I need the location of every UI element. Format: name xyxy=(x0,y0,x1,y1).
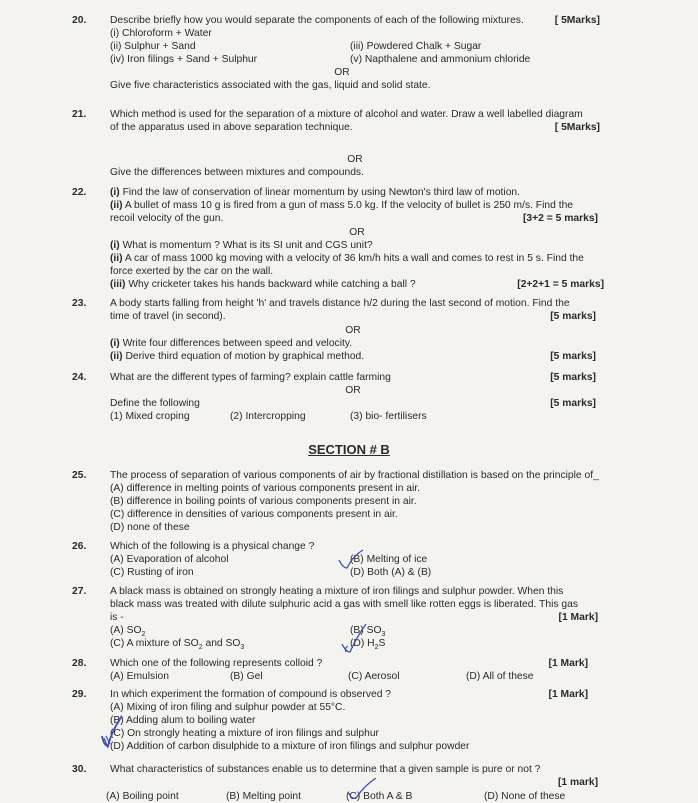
question-text: A black mass is obtained on strongly heating a mixture of iron filings and sulphur powder. When this xyxy=(110,586,564,597)
option-c: (C) A mixture of $SO_2$ and $SO_3$ xyxy=(110,638,245,652)
part-label: (ii) xyxy=(110,351,123,362)
option-b: (B) difference in boiling points of various components present in air. xyxy=(110,496,417,507)
question-number: 25. xyxy=(72,470,87,481)
question-text-cont: recoil velocity of the gun. xyxy=(110,213,224,224)
or-label: OR xyxy=(347,154,363,165)
marks-label: [1 Mark] xyxy=(548,689,588,700)
part-label: (ii) xyxy=(110,253,123,264)
question-text-cont: is - xyxy=(110,612,124,623)
part-label: (iii) xyxy=(110,279,126,290)
question-text: What is momentum ? What is its SI unit and CGS unit? xyxy=(119,240,373,251)
question-text: Derive third equation of motion by graphical method. xyxy=(122,351,365,362)
marks-label: [ 5Marks] xyxy=(554,122,600,133)
question-text: The process of separation of various components of air by fractional distillation is based on the principle of_ xyxy=(110,470,599,481)
option-c: (C) Both A & B xyxy=(346,791,413,802)
option-b: (B) Gel xyxy=(230,671,263,682)
option-c: (C) Rusting of iron xyxy=(110,567,194,578)
option-d: (D) $H_2S$ xyxy=(350,638,386,652)
question-text: Write four differences between speed and velocity. xyxy=(119,338,353,349)
or-label: OR xyxy=(345,325,361,336)
marks-label: [1 Mark] xyxy=(558,612,598,623)
option-b: (B) $SO_3$ xyxy=(350,625,386,639)
or-label: OR xyxy=(345,385,361,396)
alternate-question-text: Give the differences between mixtures and compounds. xyxy=(110,167,364,178)
option-a: (A) Emulsion xyxy=(110,671,169,682)
question-text: A car of mass 1000 kg moving with a velocity of 36 km/h hits a wall and comes to rest in 5 s. Find the xyxy=(122,253,584,264)
part-label: (i) xyxy=(110,338,120,349)
option-d: (D) All of these xyxy=(466,671,534,682)
part-label: (i) xyxy=(110,187,120,198)
question-number: 30. xyxy=(72,764,87,775)
marks-label: [1 Mark] xyxy=(548,658,588,669)
question-text-cont: black mass was treated with dilute sulphuric acid a gas with smell like rotten eggs is liberated. This gas xyxy=(110,599,578,610)
question-text: A body starts falling from height 'h' and travels distance h/2 during the last second of motion. Find the xyxy=(110,298,570,309)
question-number: 26. xyxy=(72,541,87,552)
option-c: (C) Aerosol xyxy=(348,671,400,682)
option-d: (D) None of these xyxy=(484,791,566,802)
option-b: (B) Melting of ice xyxy=(350,554,428,565)
marks-label: [5 marks] xyxy=(550,372,596,383)
option-a: (A) Mixing of iron filing and sulphur powder at 55°C. xyxy=(110,702,346,713)
option-c: (C) On strongly heating a mixture of iron filings and sulphur xyxy=(110,728,379,739)
option-a: (A) Boiling point xyxy=(106,791,179,802)
option-b: (B) Adding alum to boiling water xyxy=(110,715,256,726)
option-a: (A) $SO_2$ xyxy=(110,625,146,639)
option-d: (D) Both (A) & (B) xyxy=(350,567,432,578)
marks-label: [ 5Marks] xyxy=(554,15,600,26)
marks-label: [5 marks] xyxy=(550,398,596,409)
part-label: (ii) xyxy=(110,200,123,211)
option-1: (1) Mixed croping xyxy=(110,411,190,422)
question-text: Which one of the following represents colloid ? xyxy=(110,658,323,669)
marks-label: [1 mark] xyxy=(557,777,598,788)
option-iv: (iv) Iron filings + Sand + Sulphur xyxy=(110,54,258,65)
marks-label: [2+2+1 = 5 marks] xyxy=(517,279,604,290)
question-number: 24. xyxy=(72,372,87,383)
marks-label: [3+2 = 5 marks] xyxy=(523,213,598,224)
section-heading: SECTION # B xyxy=(308,442,390,457)
question-text: Find the law of conservation of linear momentum by using Newton's third law of motion. xyxy=(119,187,521,198)
option-iii: (iii) Powdered Chalk + Sugar xyxy=(350,41,482,52)
option-ii: (ii) Sulphur + Sand xyxy=(110,41,196,52)
or-label: OR xyxy=(349,227,365,238)
question-text-cont: time of travel (in second). xyxy=(110,311,226,322)
question-text: In which experiment the formation of compound is observed ? xyxy=(110,689,392,700)
question-text: Which method is used for the separation of a mixture of alcohol and water. Draw a well labelled diagram xyxy=(110,109,583,120)
question-number: 23. xyxy=(72,298,87,309)
option-c: (C) difference in densities of various components present in air. xyxy=(110,509,398,520)
question-number: 21. xyxy=(72,109,87,120)
question-text: A bullet of mass 10 g is fired from a gun of mass 5.0 kg. If the velocity of bullet is 250 m/s. Find the xyxy=(122,200,574,211)
part-label: (i) xyxy=(110,240,120,251)
option-d: (D) Addition of carbon disulphide to a mixture of iron filings and sulphur powder xyxy=(110,741,470,752)
or-label: OR xyxy=(334,67,350,78)
option-b: (B) Melting point xyxy=(226,791,301,802)
option-a: (A) Evaporation of alcohol xyxy=(110,554,229,565)
option-a: (A) difference in melting points of various components present in air. xyxy=(110,483,421,494)
option-i: (i) Chloroform + Water xyxy=(110,28,212,39)
option-3: (3) bio- fertilisers xyxy=(350,411,427,422)
question-number: 20. xyxy=(72,15,87,26)
question-text: What are the different types of farming? explain cattle farming xyxy=(110,372,391,383)
question-number: 27. xyxy=(72,586,87,597)
option-2: (2) Intercropping xyxy=(230,411,306,422)
question-text: What characteristics of substances enable us to determine that a given sample is pure or not ? xyxy=(110,764,541,775)
question-text: Which of the following is a physical change ? xyxy=(110,541,315,552)
question-number: 29. xyxy=(72,689,87,700)
question-text: Why cricketer takes his hands backward while catching a ball ? xyxy=(125,279,416,290)
option-v: (v) Napthalene and ammonium chloride xyxy=(350,54,531,65)
question-number: 28. xyxy=(72,658,87,669)
question-text: Describe briefly how you would separate the components of each of the following mixtures. xyxy=(110,15,524,26)
marks-label: [5 marks] xyxy=(550,351,596,362)
question-text: Define the following xyxy=(110,398,200,409)
question-text-cont: force exerted by the car on the wall. xyxy=(110,266,274,277)
alternate-question-text: Give five characteristics associated with the gas, liquid and solid state. xyxy=(110,80,431,91)
marks-label: [5 marks] xyxy=(550,311,596,322)
question-text-cont: of the apparatus used in above separation technique. xyxy=(110,122,353,133)
option-d: (D) none of these xyxy=(110,522,190,533)
question-number: 22. xyxy=(72,187,87,198)
